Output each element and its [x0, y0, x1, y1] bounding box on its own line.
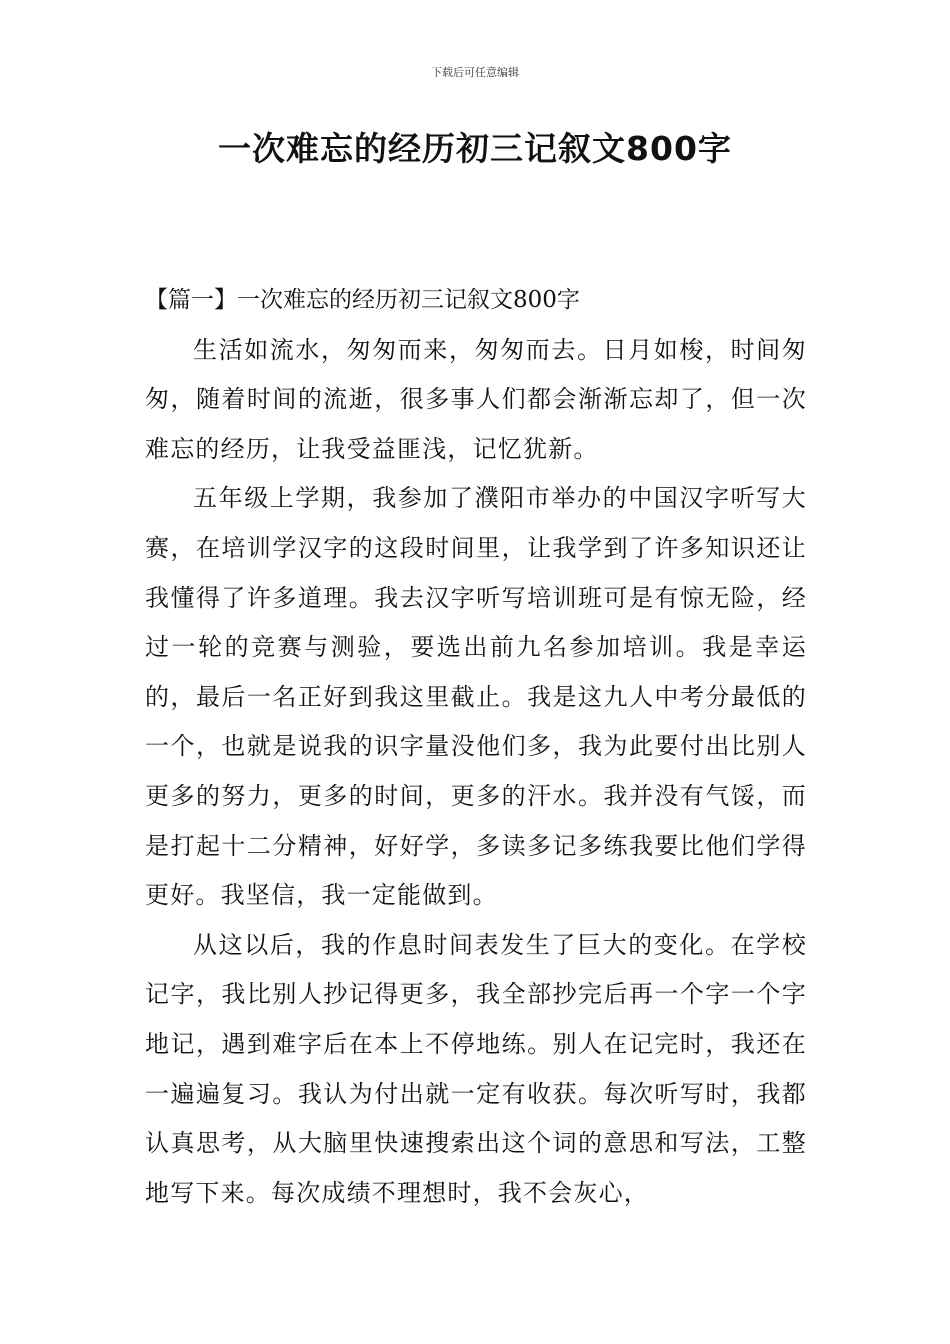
- header-note: 下载后可任意编辑: [431, 66, 519, 79]
- paragraph-3: 从这以后，我的作息时间表发生了巨大的变化。在学校记字，我比别人抄记得更多，我全部抄完后再一个字一个字地记，遇到难字后在本上不停地练。别人在记完时，我还在一遍遍复习。我认为付出就一定有收获。每次听写时，我都认真思考，从大脑里快速搜索出这个词的意思和写法，工整地写下来。每次成绩不理想时，我不会灰心，: [145, 930, 807, 1207]
- paragraph-1: 生活如流水，匆匆而来，匆匆而去。日月如梭，时间匆匆，随着时间的流逝，很多事人们都会渐渐忘却了，但一次难忘的经历，让我受益匪浅，记忆犹新。: [145, 335, 807, 463]
- document-body: [145, 276, 807, 1218]
- document-title: 一次难忘的经历初三记叙文800字: [218, 129, 732, 168]
- section-heading: 【篇一】一次难忘的经历初三记叙文800字: [145, 287, 580, 313]
- paragraph-2: 五年级上学期，我参加了濮阳市举办的中国汉字听写大赛，在培训学汉字的这段时间里，让我学到了许多知识还让我懂得了许多道理。我去汉字听写培训班可是有惊无险，经过一轮的竞赛与测验，要选出前九名参加培训。我是幸运的，最后一名正好到我这里截止。我是这九人中考分最低的一个，也就是说我的识字量没他们多，我为此要付出比别人更多的努力，更多的时间，更多的汗水。我并没有气馁，而是打起十二分精神，好好学，多读多记多练我要比他们学得更好。我坚信，我一定能做到。: [145, 484, 807, 910]
